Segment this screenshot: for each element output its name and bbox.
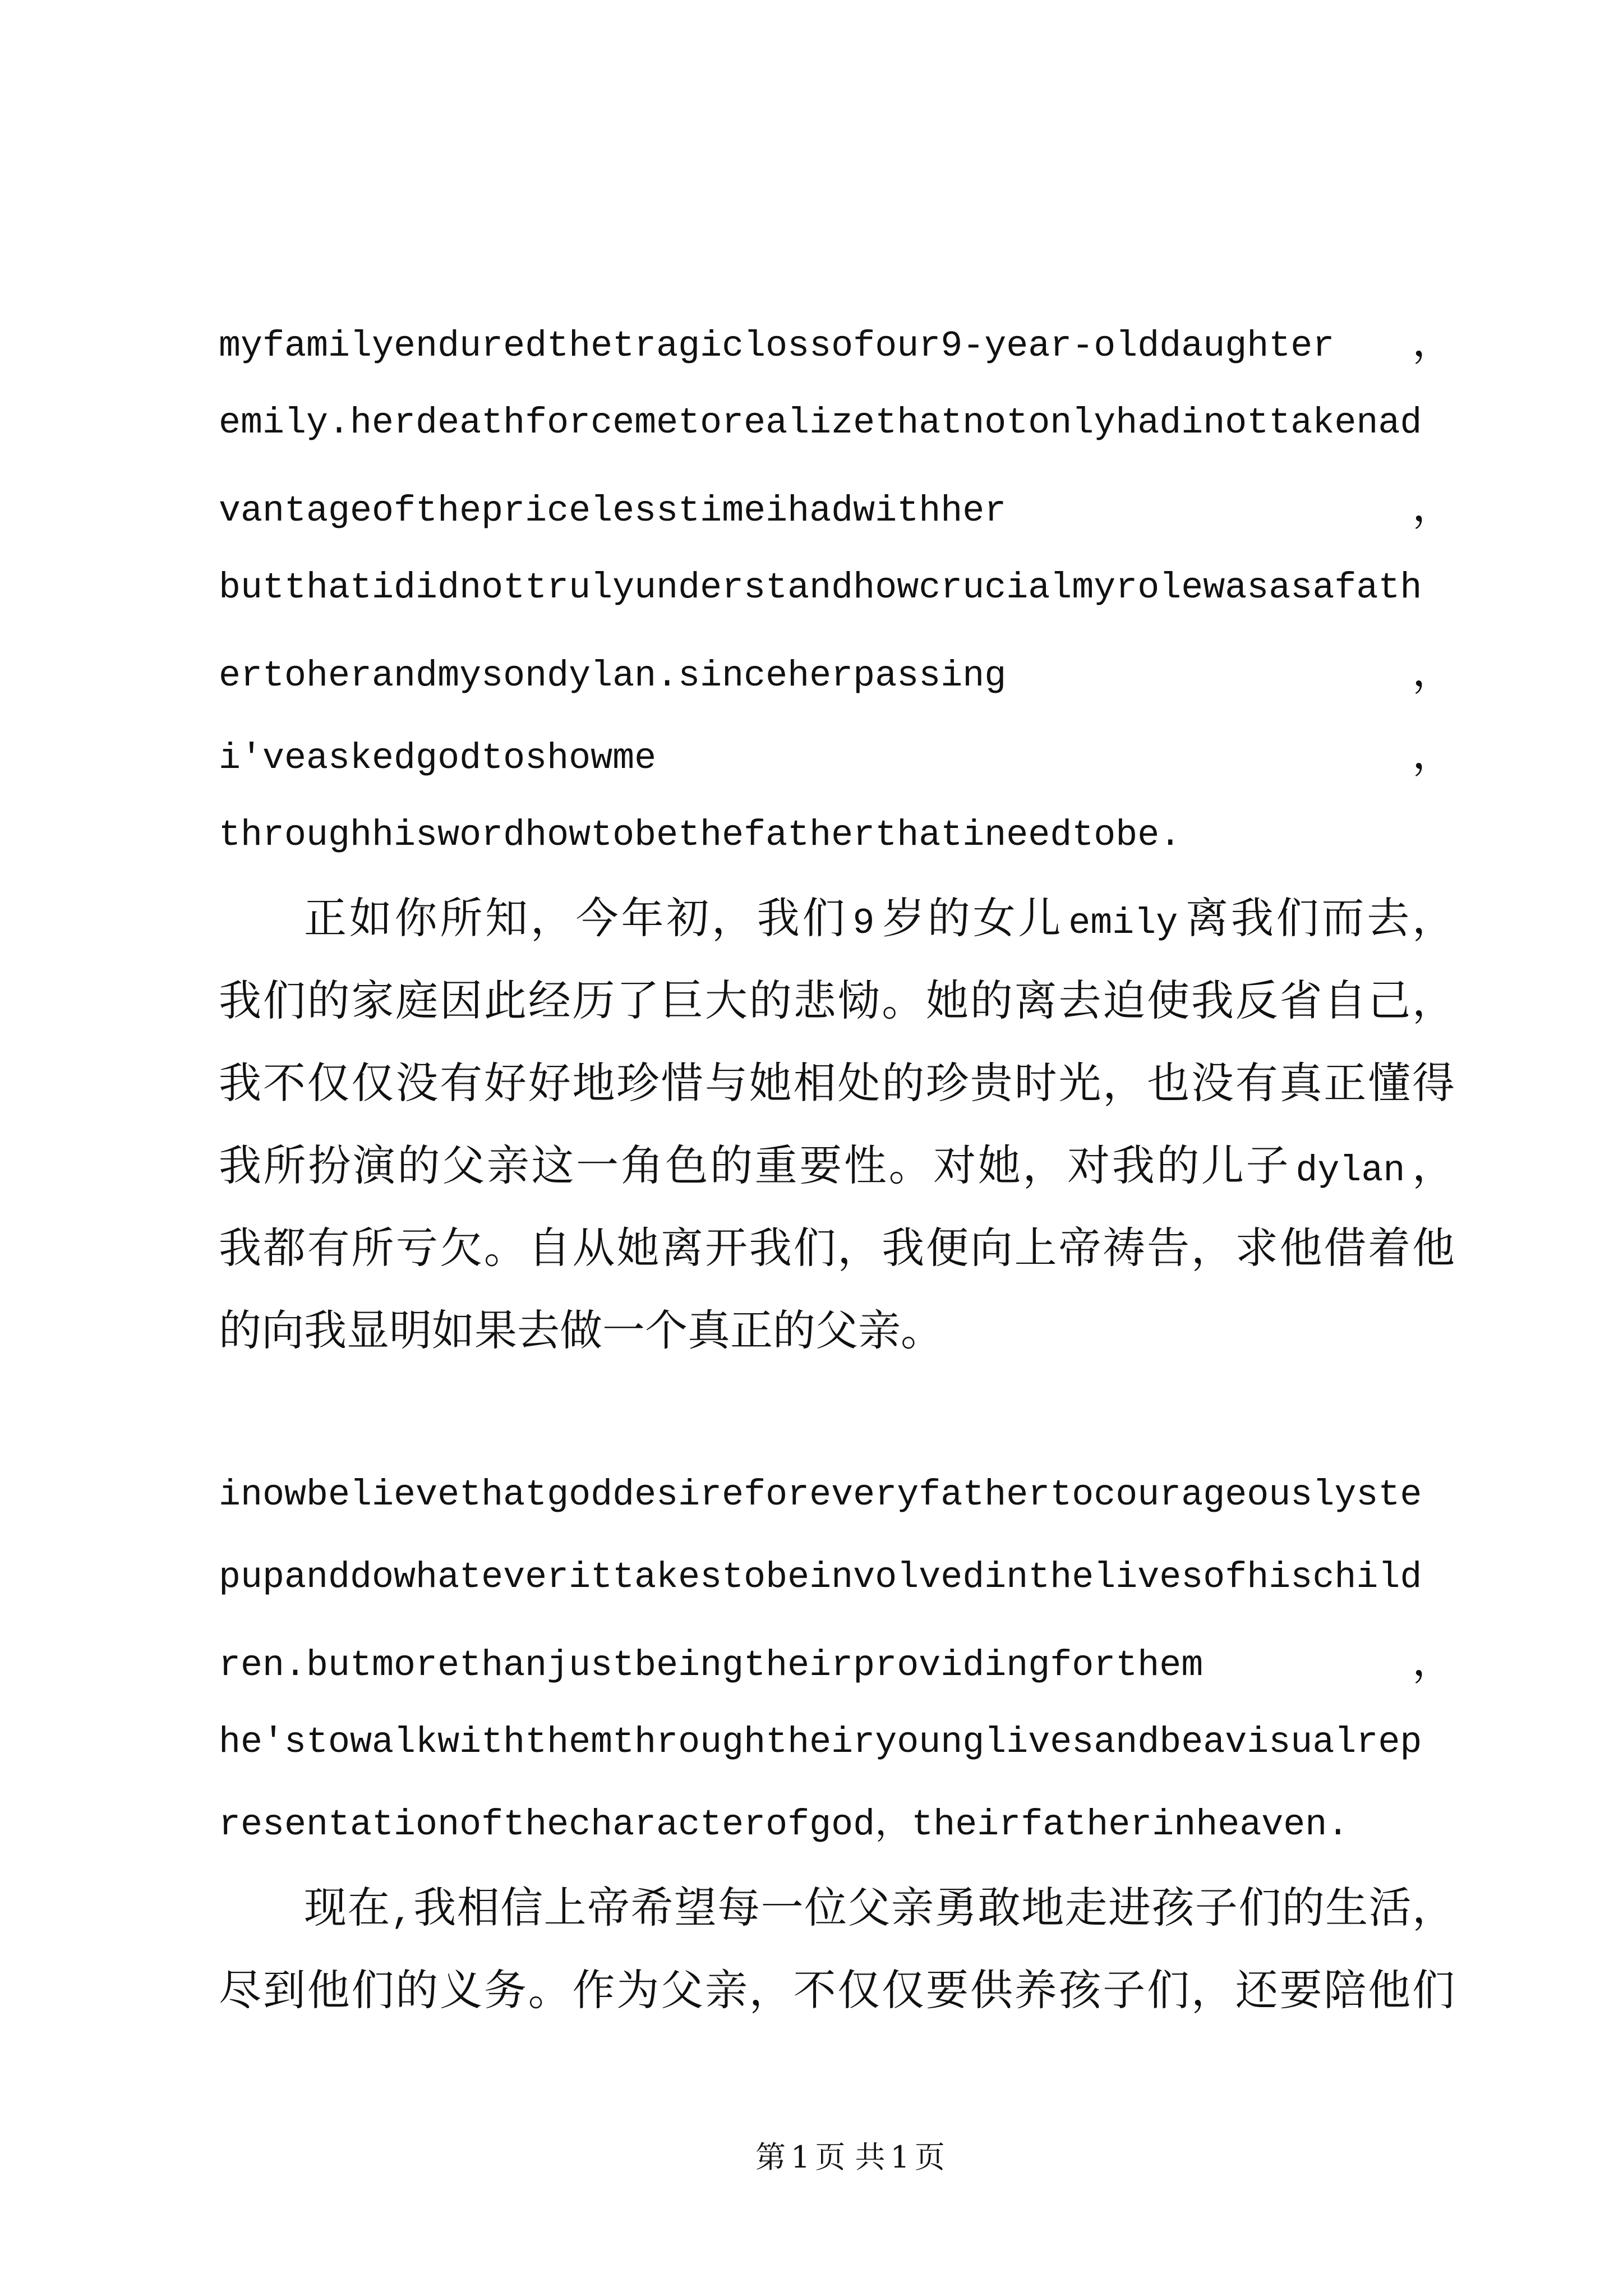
document-body [219,300,1455,2031]
page-footer: 第 1 页 共 1 页 [755,2139,945,2175]
text-line: 我们的家庭因此经历了巨大的悲恸。她的离去迫使我反省自己， [219,976,1455,1025]
line-text: myfamilyenduredthetragiclossofour9-year-olddaughter [219,325,1335,367]
latin-run: , [390,1892,413,1934]
text-line [219,1619,1455,1701]
line-text: ertoherandmysondylan.sinceherpassing [219,655,1007,697]
text-line [219,629,1455,712]
text-line: he'stowalkwiththemthroughtheiryounglivesandbeavisualrep [219,1722,1422,1763]
text-line: butthatididnottrulyunderstandhowcrucialmyrolewasasafath [219,567,1422,609]
line-end-punctuation: ， [1412,1635,1455,1685]
blank-line [219,1372,1455,1454]
text-line: throughhiswordhowtobethefatherthatineedtobe. [219,815,1182,856]
text-line: 尽到他们的义务。作为父亲，不仅仅要供养孩子们，还要陪他们 [219,1965,1455,2015]
line-end-punctuation: ， [1412,646,1455,696]
text-line: 我不仅仅没有好好地珍惜与她相处的珍贵时光，也没有真正懂得 [219,1058,1455,1108]
line-end-punctuation: ， [1412,481,1455,531]
latin-run: 1 [890,2139,910,2175]
text-line: inowbelievethatgoddesireforeveryfathertocourageouslyste [219,1474,1422,1516]
text-line: emily.herdeathforcemetorealizethatnotonlyhadinottakenad [219,402,1422,444]
paragraph-chinese-1 [219,877,1455,1372]
line-text: i'veaskedgodtoshowme [219,738,657,779]
latin-run: 9 [852,903,875,944]
text-line: 我所扮演的父亲这一角色的重要性。对她，对我的儿子 dylan ， [219,1140,1455,1191]
text-line: 我都有所亏欠。自从她离开我们，我便向上帝祷告，求他借着他 [219,1223,1455,1273]
text-line: 正如你所知，今年初，我们 9 岁的女儿 emily 离我们而去， [304,893,1455,944]
latin-run: 1 [791,2139,810,2175]
line-end-punctuation: ， [1412,728,1455,778]
latin-run: emily [1068,903,1178,944]
text-line [219,464,1455,547]
text-line: resentationofthecharacterofgod，theirfatherinheaven. [219,1804,1349,1846]
line-text: vantageofthepricelesstimeihadwithher [219,490,1007,532]
paragraph-english-1 [219,300,1455,877]
paragraph-english-2 [219,1454,1455,1866]
text-line [219,300,1455,382]
text-line: 现在,我相信上帝希望每一位父亲勇敢地走进孩子们的生活， [304,1883,1455,1934]
text-line [219,712,1455,794]
text-line: pupanddowhateverittakestobeinvolvedinthelivesofhischild [219,1557,1422,1598]
text-line: 的向我显明如果去做一个真正的父亲。 [219,1305,943,1355]
line-end-punctuation: ， [1412,316,1455,366]
line-text: ren.butmorethanjustbeingtheirprovidingforthem [219,1645,1204,1686]
latin-run: dylan [1295,1150,1405,1191]
paragraph-chinese-2 [219,1866,1455,2031]
